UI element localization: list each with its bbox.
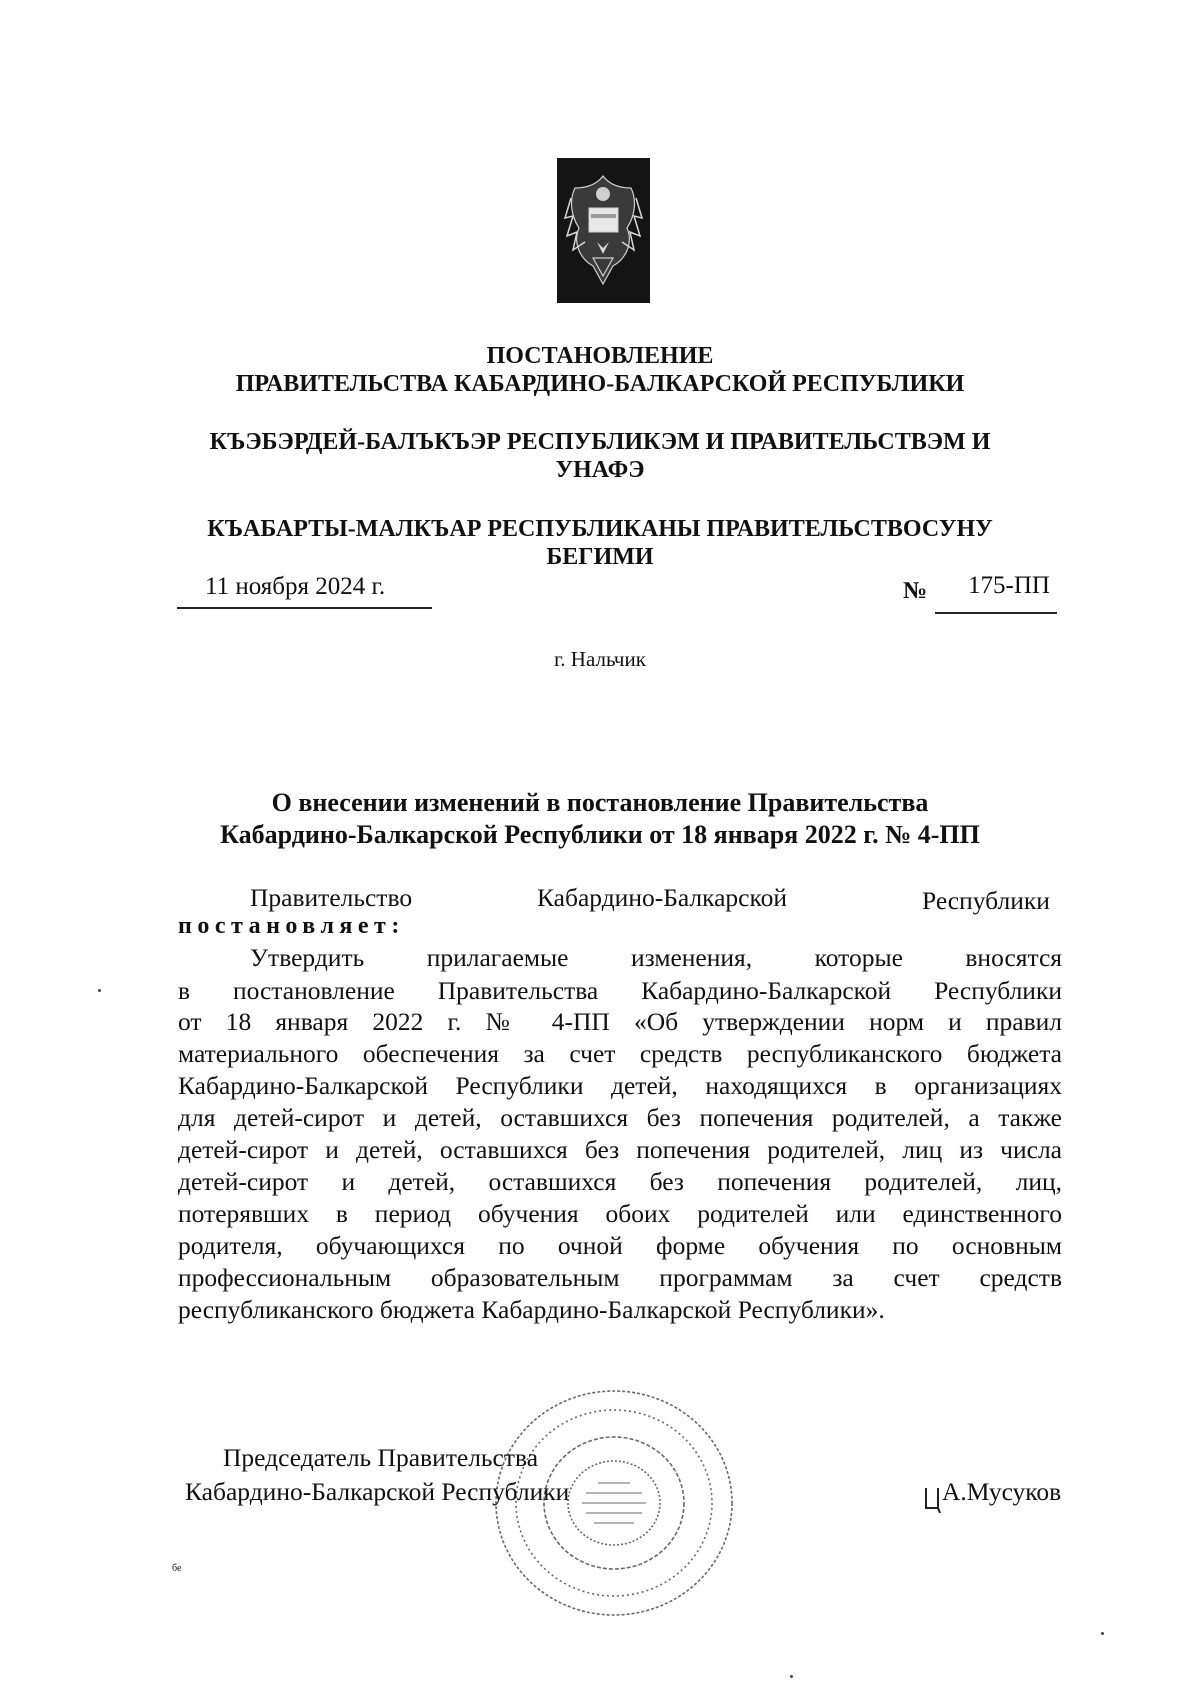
- kabardian-heading-line1: КЪЭБЭРДЕЙ-БАЛЪКЪЭР РЕСПУБЛИКЭМ И ПРАВИТЕЛЬСТВЭМ И: [209, 429, 991, 455]
- signatory-position-line1: Председатель Правительства: [223, 1443, 539, 1472]
- preamble-word-republic-name: Кабардино-Балкарской: [537, 883, 787, 912]
- kabardian-heading-line2: УНАФЭ: [555, 457, 645, 483]
- scan-speck: [98, 989, 101, 992]
- body-line-1: Утвердить прилагаемые изменения, которые вносятся: [250, 943, 1062, 972]
- balkar-heading-line1: КЪАБАРТЫ-МАЛКЪАР РЕСПУБЛИКАНЫ ПРАВИТЕЛЬСТВОСУНУ: [207, 516, 993, 542]
- body-line-3: от 18 января 2022 г. № 4-ПП «Об утверждении норм и правил: [178, 1007, 1062, 1036]
- body-line-5: Кабардино-Балкарской Республики детей, находящихся в организациях: [178, 1071, 1062, 1100]
- body-line-10: родителя, обучающихся по очной форме обучения по основным: [178, 1231, 1062, 1260]
- coat-of-arms-icon: [557, 158, 650, 303]
- scan-speck: [790, 1675, 793, 1678]
- body-line-11: профессиональным образовательным программам за счет средств: [178, 1263, 1062, 1292]
- resolves-word: постановляет:: [178, 913, 405, 939]
- document-number: 175-ПП: [968, 572, 1050, 599]
- date-underline: [177, 607, 432, 609]
- signatory-name: А.Мусуков: [942, 1477, 1062, 1506]
- body-line-2: в постановление Правительства Кабардино-Балкарской Республики: [178, 976, 1062, 1005]
- body-line-9: потерявших в период обучения обоих родителей или единственного: [178, 1199, 1062, 1228]
- document-date: 11 ноября 2024 г.: [205, 573, 386, 600]
- city: г. Нальчик: [554, 647, 646, 671]
- preamble-word-republic: Республики: [922, 886, 1050, 915]
- document-type-heading: ПОСТАНОВЛЕНИЕ: [486, 343, 714, 369]
- signatory-position-line2: Кабардино-Балкарской Республики: [185, 1477, 570, 1506]
- signature-mark: [922, 1484, 944, 1514]
- body-line-6: для детей-сирот и детей, оставшихся без попечения родителей, а также: [178, 1103, 1062, 1132]
- scan-speck: [1101, 1632, 1104, 1635]
- document-title-line1: О внесении изменений в постановление Правительства: [271, 788, 929, 817]
- executor-initials: бе: [172, 1563, 182, 1574]
- body-line-4: материального обеспечения за счет средств республиканского бюджета: [178, 1039, 1062, 1068]
- document-title-line2: Кабардино-Балкарской Республики от 18 января 2022 г. № 4-ПП: [220, 820, 980, 849]
- body-line-8: детей-сирот и детей, оставшихся без попечения родителей, лиц,: [178, 1167, 1062, 1196]
- body-line-7: детей-сирот и детей, оставшихся без попечения родителей, лиц из числа: [178, 1135, 1062, 1164]
- balkar-heading-line2: БЕГИМИ: [546, 544, 654, 570]
- number-underline: [935, 612, 1057, 614]
- preamble-word-government: Правительство: [250, 883, 413, 912]
- issuer-heading: ПРАВИТЕЛЬСТВА КАБАРДИНО-БАЛКАРСКОЙ РЕСПУБЛИКИ: [235, 371, 965, 397]
- body-line-12: республиканского бюджета Кабардино-Балкарской Республики».: [178, 1295, 885, 1324]
- number-sign: №: [903, 578, 928, 604]
